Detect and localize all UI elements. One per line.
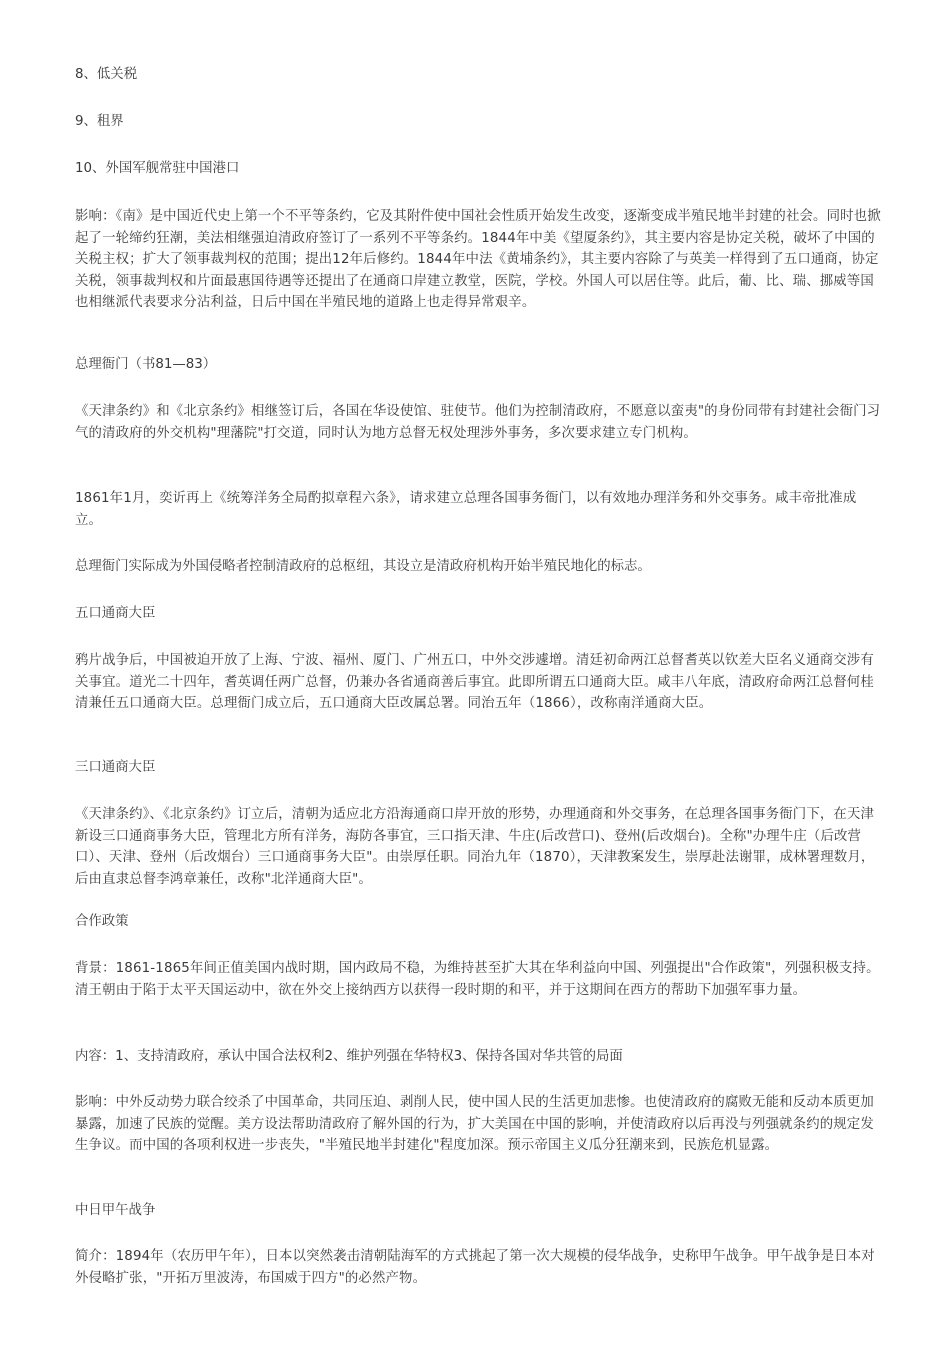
- paragraph-zongli-significance: 总理衙门实际成为外国侵略者控制清政府的总枢纽，其设立是清政府机构开始半殖民地化的标志。: [75, 559, 651, 574]
- list-item-warships: 10、外国军舰常驻中国港口: [75, 161, 240, 176]
- paragraph-cooperative-policy-impact: 影响：中外反动势力联合绞杀了中国革命，共同压迫、剥削人民，使中国人民的生活更加悲惨。也使清政府的腐败无能和反动本质更加暴露，加速了民族的觉醒。美方设法帮助清政府了解外国的行为，扩大美国在中国的影响，并使清政府以后再没与列强就条约的规定发生争议。而中国的各项利权进一步丧失，"半殖民地半封建化"程度加深。预示帝国主义瓜分狂潮来到，民族危机显露。: [75, 1095, 874, 1153]
- paragraph-treaty-impact: 影响：《南》是中国近代史上第一个不平等条约，它及其附件使中国社会性质开始发生改变，逐渐变成半殖民地半封建的社会。同时也掀起了一轮缔约狂潮，美法相继强迫清政府签订了一系列不平等条约。1844年中美《望厦条约》，其主要内容是协定关税，破坏了中国的关税主权；扩大了领事裁判权的范围；提出12年后修约。1844年中法《黄埔条约》，其主要内容除了与英美一样得到了五口通商，协定关税，领事裁判权和片面最惠国待遇等还提出了在通商口岸建立教堂，医院，学校。外国人可以居住等。此后，葡、比、瑞、挪威等国也相继派代表要求分沾利益，日后中国在半殖民地的道路上也走得异常艰辛。: [75, 209, 881, 310]
- list-item-low-tariff: 8、低关税: [75, 67, 138, 82]
- section-heading-cooperative-policy: 合作政策: [75, 914, 129, 929]
- section-heading-sino-japanese-war: 中日甲午战争: [75, 1203, 156, 1218]
- paragraph-zongli-background: 《天津条约》和《北京条约》相继签订后，各国在华设使馆、驻使节。他们为控制清政府，不愿意以蛮夷"的身份同带有封建社会衙门习气的清政府的外交机构"理藩院"打交道，同时认为地方总督无权处理涉外事务，多次要求建立专门机构。: [75, 404, 881, 441]
- paragraph-five-ports-minister: 鸦片战争后，中国被迫开放了上海、宁波、福州、厦门、广州五口，中外交涉遽增。清廷初命两江总督耆英以钦差大臣名义通商交涉有关事宜。道光二十四年，耆英调任两广总督，仍兼办各省通商善后事宜。此即所谓五口通商大臣。咸丰八年底，清政府命两江总督何桂清兼任五口通商大臣。总理衙门成立后，五口通商大臣改属总署。同治五年（1866），改称南洋通商大臣。: [75, 653, 874, 711]
- paragraph-cooperative-policy-background: 背景：1861-1865年间正值美国内战时期，国内政局不稳，为维持甚至扩大其在华利益向中国、列强提出"合作政策"，列强积极支持。清王朝由于陷于太平天国运动中，欲在外交上接纳西方以获得一段时期的和平，并于这期间在西方的帮助下加强军事力量。: [75, 961, 880, 998]
- list-item-concession: 9、租界: [75, 114, 124, 129]
- section-heading-zongli-yamen: 总理衙门（书81—83）: [75, 357, 217, 372]
- paragraph-cooperative-policy-content: 内容：1、支持清政府，承认中国合法权利2、维护列强在华特权3、保持各国对华共管的局面: [75, 1049, 623, 1064]
- paragraph-sino-japanese-war-intro: 简介：1894年（农历甲午年），日本以突然袭击清朝陆海军的方式挑起了第一次大规模的侵华战争，史称甲午战争。甲午战争是日本对外侵略扩张，"开拓万里波涛，布国威于四方"的必然产物。: [75, 1249, 875, 1286]
- section-heading-five-ports-minister: 五口通商大臣: [75, 606, 156, 621]
- paragraph-three-ports-minister: 《天津条约》、《北京条约》订立后，清朝为适应北方沿海通商口岸开放的形势，办理通商和外交事务，在总理各国事务衙门下，在天津新设三口通商事务大臣，管理北方所有洋务，海防各事宜，三口指天津、牛庄(后改营口)、登州(后改烟台)。全称"办理牛庄（后改营口）、天津、登州（后改烟台）三口通商事务大臣"。由崇厚任职。同治九年（1870），天津教案发生，崇厚赴法谢罪，成林署理数月，后由直隶总督李鸿章兼任，改称"北洋通商大臣"。: [75, 807, 875, 887]
- paragraph-zongli-founding: 1861年1月，奕䜣再上《统筹洋务全局酌拟章程六条》，请求建立总理各国事务衙门，以有效地办理洋务和外交事务。咸丰帝批准成立。: [75, 491, 857, 528]
- section-heading-three-ports-minister: 三口通商大臣: [75, 760, 156, 775]
